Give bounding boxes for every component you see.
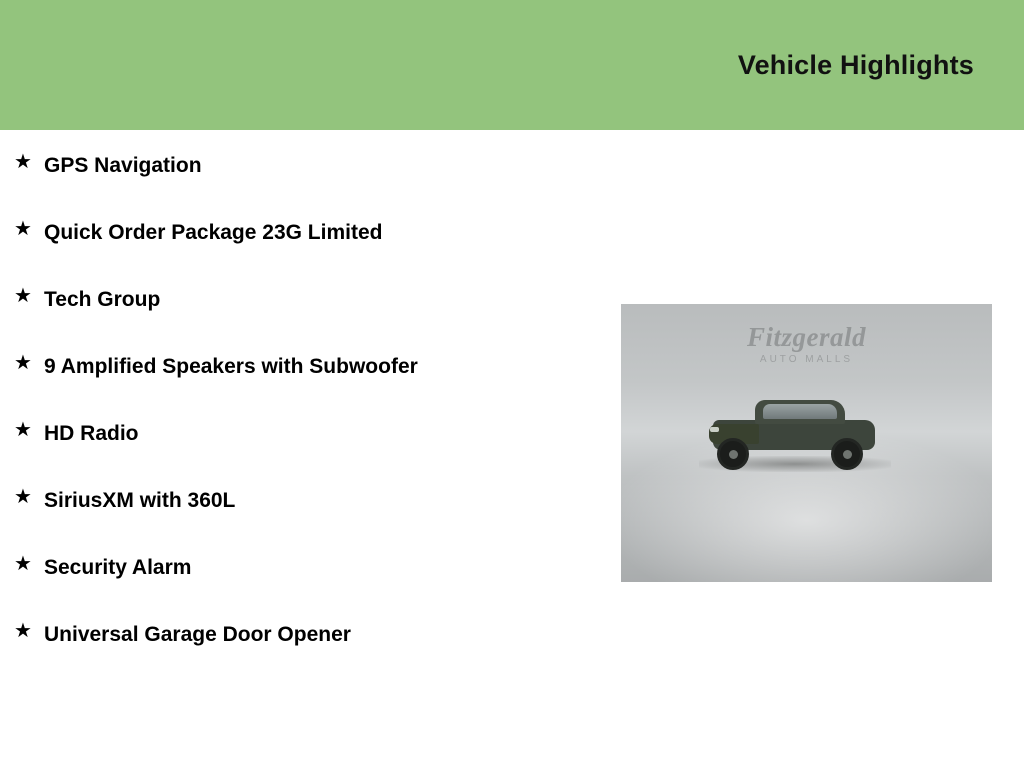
highlight-label: GPS Navigation [44,154,202,177]
vehicle-highlights-list [0,148,600,684]
list-item [0,483,600,518]
star-icon: ★ [14,218,32,240]
vehicle-photo [621,304,992,582]
list-item [0,550,600,585]
highlight-label: Universal Garage Door Opener [44,623,351,646]
star-icon: ★ [14,620,32,642]
dealer-watermark: Fitzgerald [746,322,866,352]
list-item [0,148,600,183]
vehicle-rear-wheel [831,438,863,470]
page-title: Vehicle Highlights [737,50,974,80]
highlight-label: Quick Order Package 23G Limited [44,221,383,244]
list-item [0,617,600,652]
vehicle-headlight [710,427,719,432]
wheel-hub [729,450,738,459]
highlight-label: HD Radio [44,422,139,445]
star-icon: ★ [14,352,32,374]
star-icon: ★ [14,486,32,508]
highlight-label: 9 Amplified Speakers with Subwoofer [44,355,418,378]
star-icon: ★ [14,285,32,307]
wheel-hub [843,450,852,459]
highlight-label: Tech Group [44,288,161,311]
vehicle-front-wheel [717,438,749,470]
list-item [0,349,600,384]
vehicle-illustration [709,394,879,466]
star-icon: ★ [14,151,32,173]
list-item [0,282,600,317]
vehicle-glass [763,404,837,419]
list-item [0,215,600,250]
header-band [0,0,1024,130]
highlight-label: SiriusXM with 360L [44,489,236,512]
highlight-label: Security Alarm [44,556,192,579]
star-icon: ★ [14,419,32,441]
dealer-watermark-subtitle: AUTO MALLS [759,354,854,365]
list-item [0,416,600,451]
star-icon: ★ [14,553,32,575]
